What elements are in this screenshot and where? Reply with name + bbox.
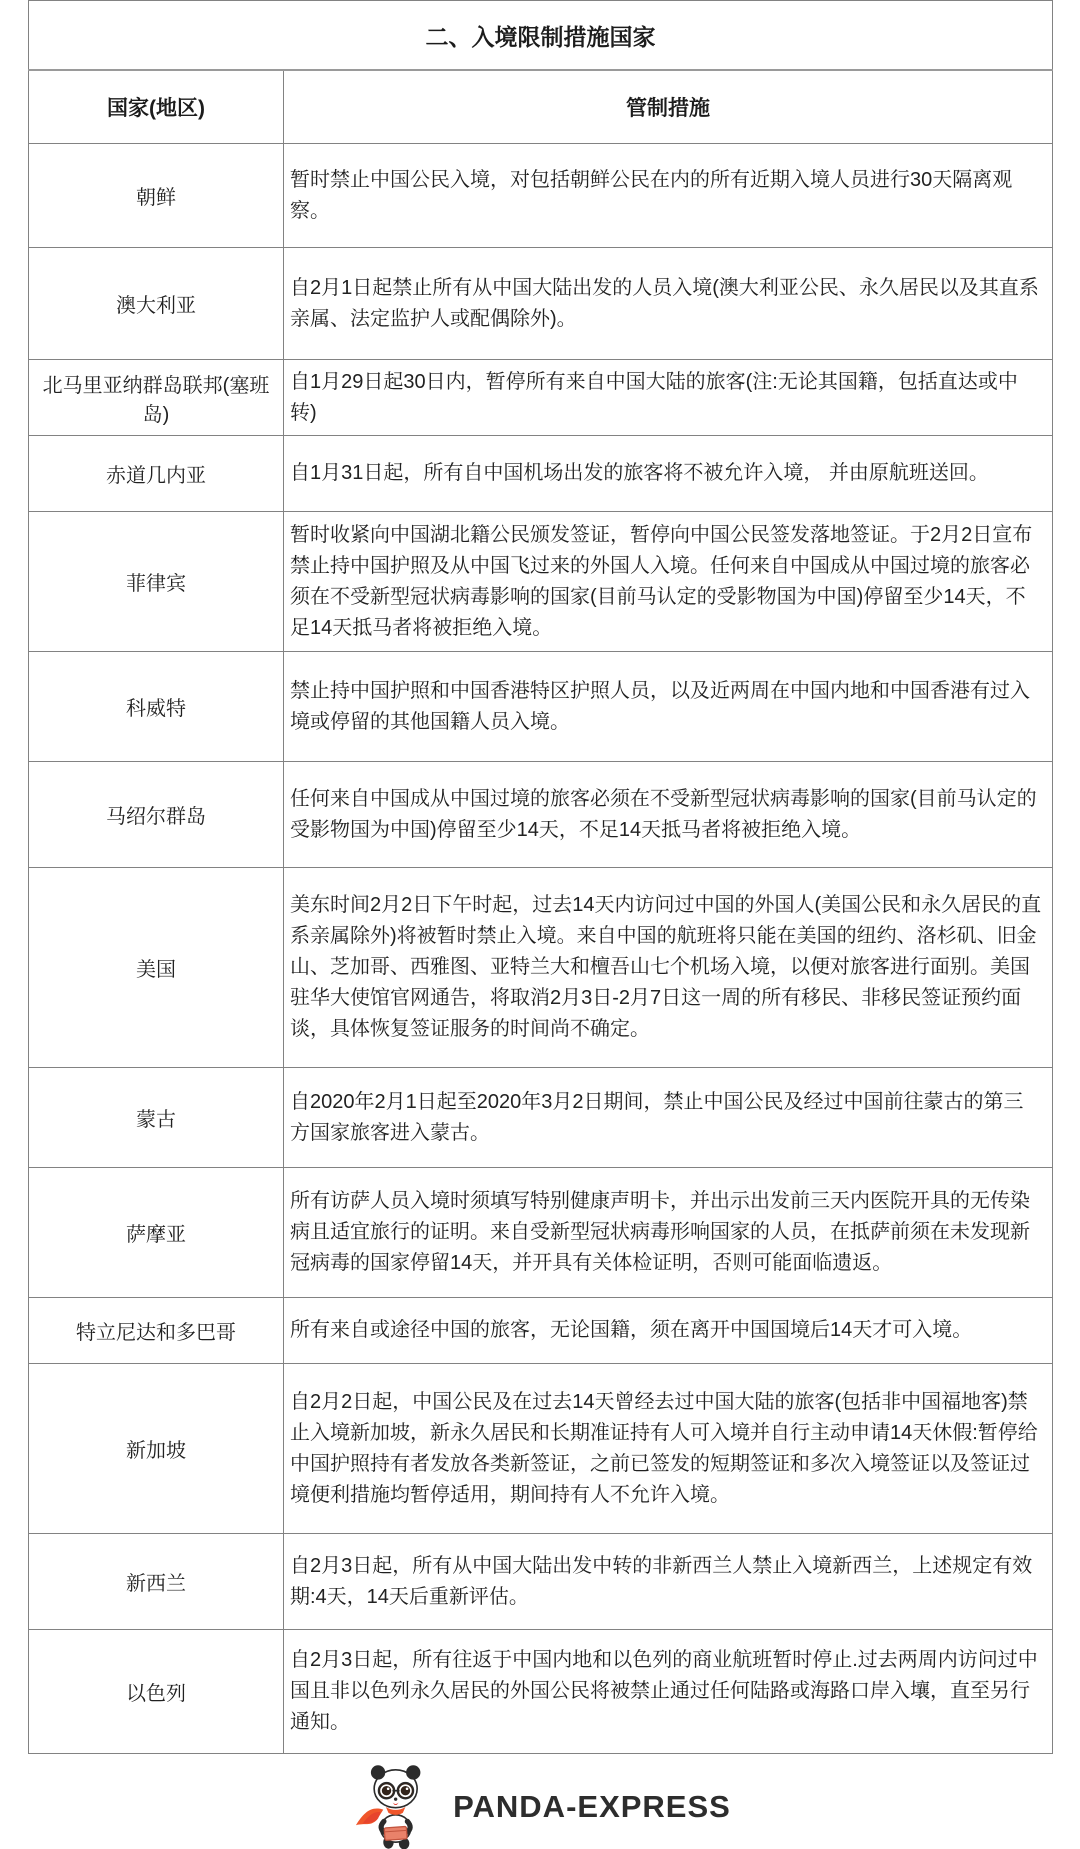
footer — [0, 1764, 1080, 1849]
measure-cell: 所有来自或途径中国的旅客，无论国籍，须在离开中国国境后14天才可入境。 — [284, 1298, 1053, 1364]
measure-cell: 自2020年2月1日起至2020年3月2日期间，禁止中国公民及经过中国前往蒙古的第三方国家旅客进入蒙古。 — [284, 1068, 1053, 1168]
measure-cell: 美东时间2月2日下午时起，过去14天内访问过中国的外国人(美国公民和永久居民的直系亲属除外)将被暂时禁止入境。来自中国的航班将只能在美国的纽约、洛杉矶、旧金山、芝加哥、西雅图、亚特兰大和檀吾山七个机场入境，以便对旅客进行面别。美国驻华大使馆官网通告，将取消2月3日-2月7日这一周的所有移民、非移民签证预约面谈，具体恢复签证服务的时间尚不确定。 — [284, 868, 1053, 1068]
country-cell: 特立尼达和多巴哥 — [29, 1298, 284, 1364]
country-cell: 新加坡 — [29, 1364, 284, 1534]
title-row — [29, 1, 1053, 71]
country-cell: 北马里亚纳群岛联邦(塞班岛) — [29, 360, 284, 436]
table-row — [29, 360, 1053, 436]
table-row — [29, 1364, 1053, 1534]
restriction-table — [28, 0, 1053, 1754]
measure-cell: 暂时收紧向中国湖北籍公民颁发签证，暂停向中国公民签发落地签证。于2月2日宣布禁止持中国护照及从中国飞过来的外国人入境。任何来自中国成从中国过境的旅客必须在不受新型冠状病毒影响的国家(目前马认定的受影物国为中国)停留至少14天，不足14天抵马者将被拒绝入境。 — [284, 512, 1053, 652]
table-row — [29, 1168, 1053, 1298]
table-row — [29, 652, 1053, 762]
measure-cell: 自2月3日起，所有往返于中国内地和以色列的商业航班暂时停止.过去两周内访问过中国且非以色列永久居民的外国公民将被禁止通过任何陆路或海路口岸入壤，直至另行通知。 — [284, 1630, 1053, 1754]
table-title: 二、入境限制措施国家 — [29, 1, 1053, 71]
table-row — [29, 248, 1053, 360]
measure-cell: 暂时禁止中国公民入境，对包括朝鲜公民在内的所有近期入境人员进行30天隔离观察。 — [284, 144, 1053, 248]
country-cell: 新西兰 — [29, 1534, 284, 1630]
column-header-country: 国家(地区) — [29, 70, 284, 144]
country-cell: 蒙古 — [29, 1068, 284, 1168]
country-cell: 马绍尔群岛 — [29, 762, 284, 868]
measure-cell: 自1月31日起，所有自中国机场出发的旅客将不被允许入境， 并由原航班送回。 — [284, 436, 1053, 512]
table-row — [29, 144, 1053, 248]
measure-cell: 所有访萨人员入境时须填写特别健康声明卡，并出示出发前三天内医院开具的无传染病且适宜旅行的证明。来自受新型冠状病毒形响国家的人员，在抵萨前须在未发现新冠病毒的国家停留14天，并开具有关体检证明，否则可能面临遗返。 — [284, 1168, 1053, 1298]
table-row — [29, 1630, 1053, 1754]
country-cell: 科威特 — [29, 652, 284, 762]
measure-cell: 禁止持中国护照和中国香港特区护照人员，以及近两周在中国内地和中国香港有过入境或停留的其他国籍人员入境。 — [284, 652, 1053, 762]
country-cell: 美国 — [29, 868, 284, 1068]
country-cell: 以色列 — [29, 1630, 284, 1754]
country-cell: 朝鲜 — [29, 144, 284, 248]
table-row — [29, 762, 1053, 868]
country-cell: 赤道几内亚 — [29, 436, 284, 512]
table-row — [29, 868, 1053, 1068]
country-cell: 澳大利亚 — [29, 248, 284, 360]
table-row — [29, 1298, 1053, 1364]
measure-cell: 自1月29日起30日内，暂停所有来自中国大陆的旅客(注:无论其国籍，包括直达或中转) — [284, 360, 1053, 436]
table-row — [29, 1068, 1053, 1168]
country-cell: 菲律宾 — [29, 512, 284, 652]
header-row — [29, 70, 1053, 144]
measure-cell: 自2月1日起禁止所有从中国大陆出发的人员入境(澳大利亚公民、永久居民以及其直系亲属、法定监护人或配偶除外)。 — [284, 248, 1053, 360]
measure-cell: 自2月3日起，所有从中国大陆出发中转的非新西兰人禁止入境新西兰，上述规定有效期:4天，14天后重新评估。 — [284, 1534, 1053, 1630]
country-cell: 萨摩亚 — [29, 1168, 284, 1298]
table-row — [29, 436, 1053, 512]
panda-mascot-icon — [349, 1764, 441, 1849]
measure-cell: 任何来自中国成从中国过境的旅客必须在不受新型冠状病毒影响的国家(目前马认定的受影物国为中国)停留至少14天，不足14天抵马者将被拒绝入境。 — [284, 762, 1053, 868]
column-header-measure: 管制措施 — [284, 70, 1053, 144]
table-row — [29, 512, 1053, 652]
measure-cell: 自2月2日起，中国公民及在过去14天曾经去过中国大陆的旅客(包括非中国福地客)禁止入境新加坡，新永久居民和长期准证持有人可入境并自行主动申请14天休假:暂停给中国护照持有者发放各类新签证，之前已签发的短期签证和多次入境签证以及签证过境便利措施均暂停适用，期间持有人不允许入境。 — [284, 1364, 1053, 1534]
brand-name: PANDA-EXPRESS — [453, 1789, 731, 1824]
table-row — [29, 1534, 1053, 1630]
